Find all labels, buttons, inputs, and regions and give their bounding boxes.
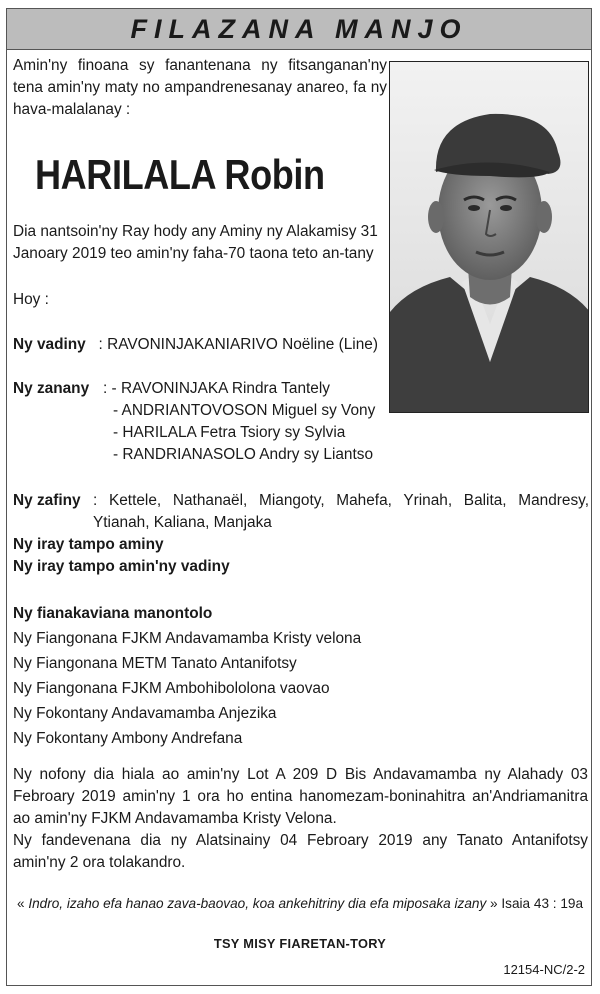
- bible-verse: [7, 893, 593, 915]
- closing-line: TSY MISY FIARETAN-TORY: [213, 936, 387, 951]
- family-heading: Ny fianakaviana manontolo: [13, 605, 213, 622]
- intro-text: Amin'ny finoana sy fanantenana ny fitsanganan'ny tena amin'ny maty no ampandrenesanay anareo, fa ny hava-malalanay :: [13, 57, 387, 118]
- siblings-line: Ny iray tampo aminy: [13, 536, 164, 553]
- verse-open-quote: «: [16, 896, 25, 911]
- spouse-row: [13, 334, 393, 356]
- funeral-details: [13, 764, 588, 874]
- children-item: : - RAVONINJAKA Rindra Tantely: [103, 380, 330, 397]
- children-item: - HARILALA Fetra Tsiory sy Sylvia: [113, 424, 346, 441]
- obituary-notice: [6, 8, 592, 986]
- verse-close-quote: »: [490, 896, 498, 911]
- grandchildren-label: Ny zafiny: [13, 492, 81, 509]
- church-item: Ny Fiangonana METM Tanato Antanifotsy: [13, 655, 297, 672]
- deceased-name: HARILALA Robin: [35, 151, 325, 198]
- children-label: Ny zanany: [13, 380, 90, 397]
- siblings-line: Ny iray tampo amin'ny vadiny: [13, 558, 230, 575]
- death-notice: Dia nantsoin'ny Ray hody any Aminy ny Alakamisy 31 Janoary 2019 teo amin'ny faha-70 taona teto an-tany: [13, 223, 378, 262]
- funeral-paragraph: Ny fandevenana dia ny Alatsinainy 04 Febroary 2019 any Tanato Antanifotsy amin'ny 2 ora tolakandro.: [13, 832, 588, 871]
- siblings-block: [13, 534, 230, 578]
- notice-header: [7, 9, 591, 50]
- grandchildren-row: [13, 490, 589, 534]
- children-list: [103, 378, 375, 466]
- funeral-paragraph: Ny nofony dia hiala ao amin'ny Lot A 209 D Bis Andavamamba ny Alahady 03 Febroary 2019 amin'ny 1 ora ho entina hanomezam-boninahitra an'Andriamanitra ao amin'ny FJKM Andavamamba Kristy Velona.: [13, 766, 588, 827]
- church-item: Ny Fiangonana FJKM Andavamamba Kristy velona: [13, 630, 362, 647]
- church-item: Ny Fokontany Andavamamba Anjezika: [13, 705, 277, 722]
- portrait-image: [390, 62, 589, 413]
- notice-title: FILAZANA MANJO: [130, 13, 468, 44]
- spouse-label: Ny vadiny: [13, 336, 86, 353]
- reference-code: 12154-NC/2-2: [503, 962, 585, 977]
- church-item: Ny Fokontany Ambony Andrefana: [13, 730, 243, 747]
- family-church-list: [13, 601, 361, 751]
- verse-reference: Isaia 43 : 19a: [501, 896, 584, 911]
- children-item: - RANDRIANASOLO Andry sy Liantso: [113, 446, 374, 463]
- spouse-value: : RAVONINJAKANIARIVO Noëline (Line): [98, 336, 378, 353]
- children-item: - ANDRIANTOVOSON Miguel sy Vony: [113, 402, 376, 419]
- verse-text: Indro, izaho efa hanao zava-baovao, koa ankehitriny dia efa miposaka izany: [28, 896, 487, 911]
- hoy-label: Hoy :: [13, 291, 49, 308]
- deceased-photo: [389, 61, 589, 413]
- church-item: Ny Fiangonana FJKM Ambohibololona vaovao: [13, 680, 330, 697]
- grandchildren-value: : Kettele, Nathanaël, Miangoty, Mahefa, Yrinah, Balita, Mandresy, Ytianah, Kaliana, Manjaka: [93, 492, 589, 531]
